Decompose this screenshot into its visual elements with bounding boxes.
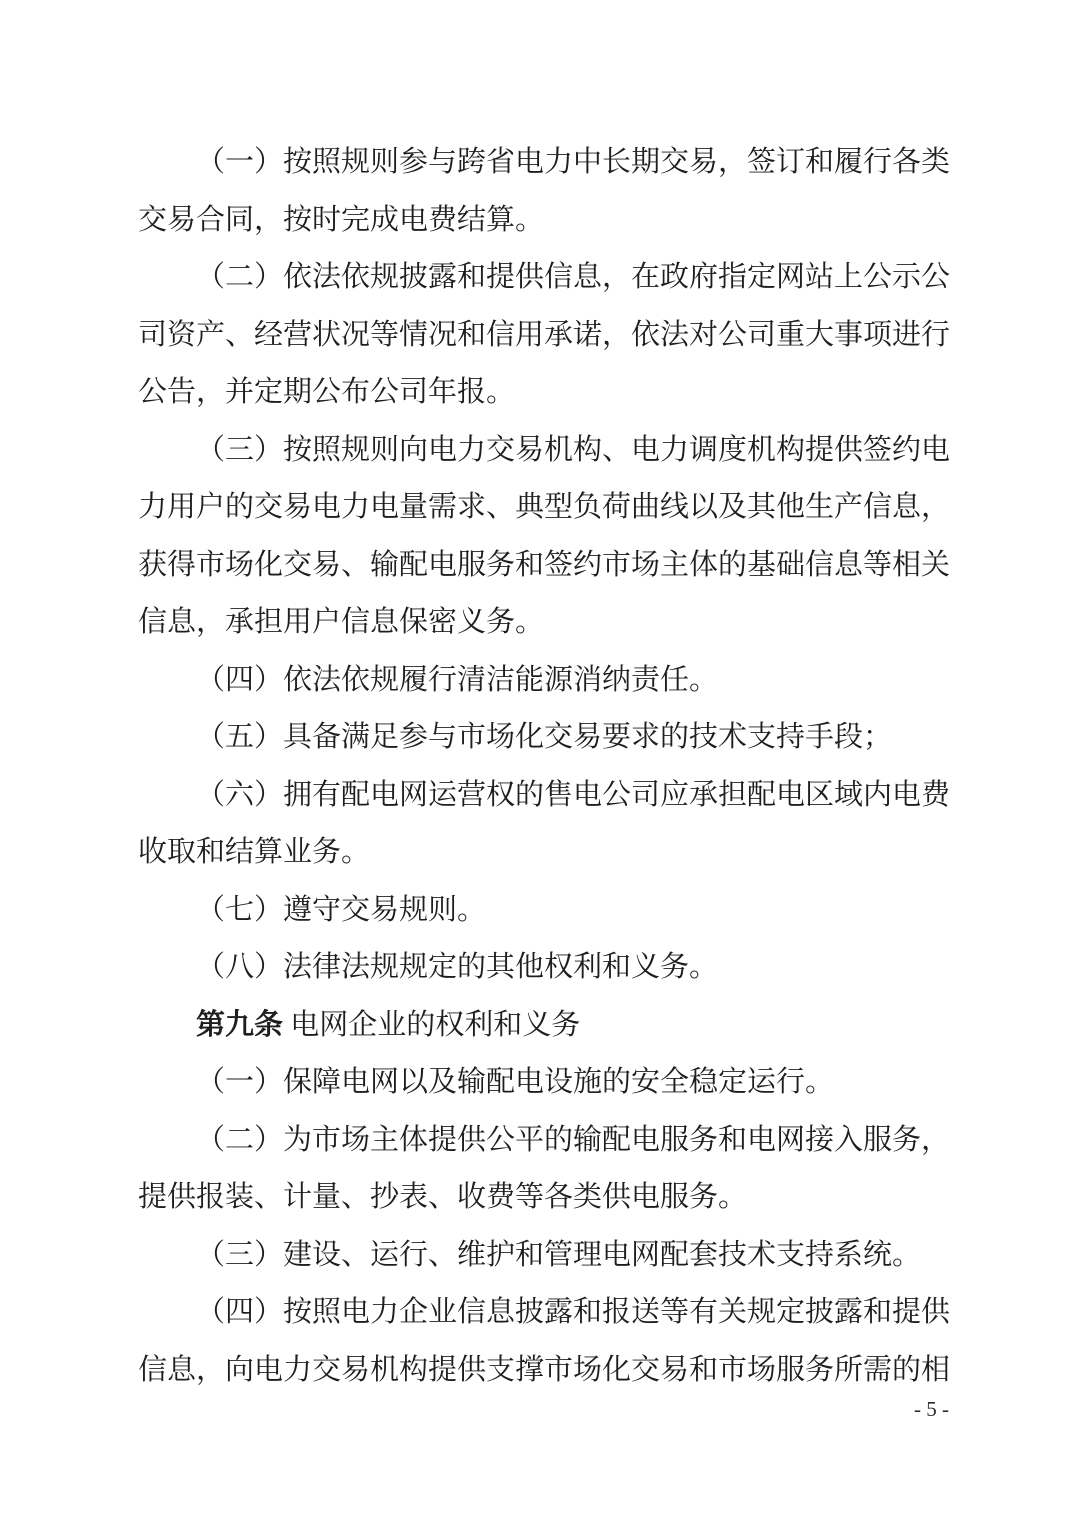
clause-item: （二）依法依规披露和提供信息，在政府指定网站上公示公司资产、经营状况等情况和信用承诺，依法对公司重大事项进行公告，并定期公布公司年报。 xyxy=(138,261,951,408)
article-number: 第九条 xyxy=(196,1008,284,1041)
clause-item: （七）遵守交易规则。 xyxy=(196,893,487,926)
clause-item: （四）依法依规履行清洁能源消纳责任。 xyxy=(196,663,719,696)
clause-item: （八）法律法规规定的其他权利和义务。 xyxy=(196,951,719,983)
clause-item: （二）为市场主体提供公平的输配电服务和电网接入服务，提供报装、计量、抄表、收费等各类供电服务。 xyxy=(138,1123,951,1213)
clause-item: （一）按照规则参与跨省电力中长期交易，签订和履行各类交易合同，按时完成电费结算。 xyxy=(138,146,951,236)
clause-item: （四）按照电力企业信息披露和报送等有关规定披露和提供信息，向电力交易机构提供支撑市场化交易和市场服务所需的相 xyxy=(138,1296,951,1386)
clause-item: （三）建设、运行、维护和管理电网配套技术支持系统。 xyxy=(196,1238,922,1271)
article-title: 电网企业的权利和义务 xyxy=(283,1008,581,1041)
clause-item: （五）具备满足参与市场化交易要求的技术支持手段； xyxy=(196,721,893,753)
page-number: - 5 - xyxy=(914,1397,949,1421)
clause-item: （一）保障电网以及输配电设施的安全稳定运行。 xyxy=(196,1066,835,1098)
clause-item: （六）拥有配电网运营权的售电公司应承担配电区域内电费收取和结算业务。 xyxy=(138,778,951,868)
clause-item: （三）按照规则向电力交易机构、电力调度机构提供签约电力用户的交易电力电量需求、典型负荷曲线以及其他生产信息，获得市场化交易、输配电服务和签约市场主体的基础信息等相关信息，承担用户信息保密义务。 xyxy=(138,433,951,638)
article-heading xyxy=(138,997,950,1055)
document-body xyxy=(138,134,950,1399)
